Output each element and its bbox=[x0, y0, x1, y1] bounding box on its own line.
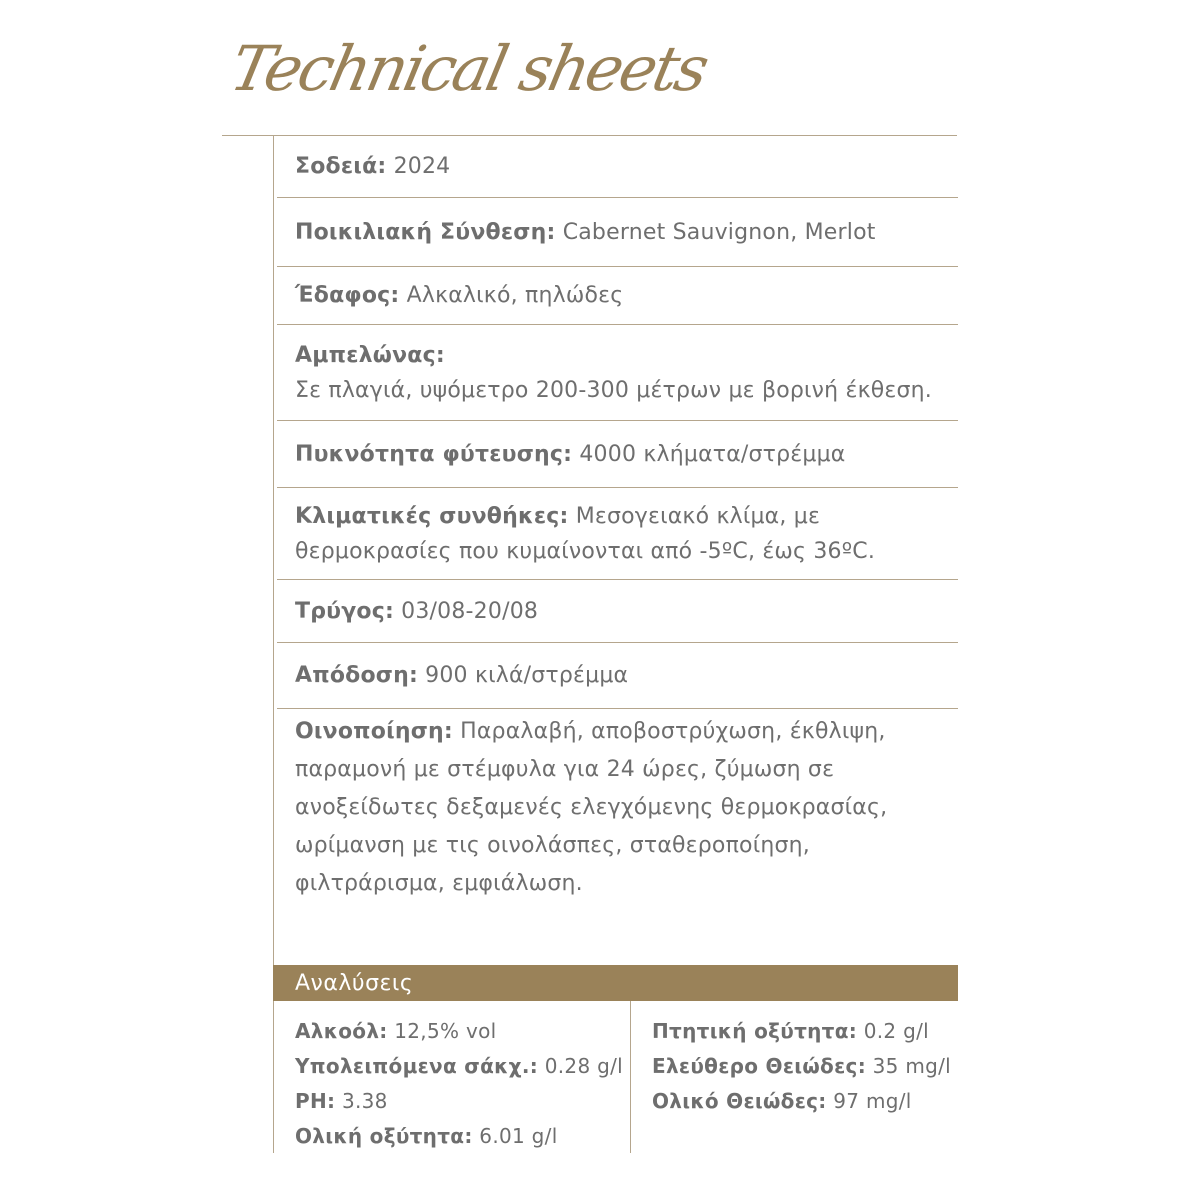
analysis-label: Πτητική οξύτητα: bbox=[652, 1019, 858, 1043]
spec-row-density bbox=[277, 421, 958, 488]
analysis-label: Ολικό Θειώδες: bbox=[652, 1089, 827, 1113]
spec-row-vinification bbox=[277, 709, 958, 896]
spec-row-climate bbox=[277, 488, 958, 580]
analysis-label: Ελεύθερο Θειώδες: bbox=[652, 1054, 866, 1078]
spec-value: 03/08-20/08 bbox=[393, 598, 539, 624]
spec-value: Μεσογειακό κλίμα, με θερμοκρασίες που κυμαίνονται από -5ºC, έως 36ºC. bbox=[295, 503, 876, 564]
spec-label: Έδαφος: bbox=[295, 283, 400, 308]
spec-value: Αλκαλικό, πηλώδες bbox=[399, 283, 624, 308]
analysis-value: 0.28 g/l bbox=[538, 1054, 624, 1078]
spec-label: Πυκνότητα φύτευσης: bbox=[295, 441, 573, 467]
spec-value: Παραλαβή, αποβοστρύχωση, έκθλιψη, παραμονή με στέμφυλα για 24 ώρες, ζύμωση σε ανοξείδωτες δεξαμενές ελεγχόμενης θερμοκρασίας, ωρίμανση με τις οινολάσπες, σταθεροποίηση, φιλτράρισμα, εμφιάλωση. bbox=[295, 719, 888, 896]
spec-label: Αμπελώνας: bbox=[295, 342, 445, 368]
analysis-label: Αλκοόλ: bbox=[295, 1019, 388, 1043]
spec-value: Cabernet Sauvignon, Merlot bbox=[555, 219, 876, 245]
analysis-item-total-sulfur bbox=[652, 1084, 951, 1119]
analysis-value: 97 mg/l bbox=[826, 1089, 912, 1113]
spec-label: Τρύγος: bbox=[295, 598, 394, 624]
page-title: Technical sheets bbox=[224, 32, 713, 105]
analysis-label: Ολική οξύτητα: bbox=[295, 1124, 473, 1148]
analysis-item-ph bbox=[295, 1084, 623, 1119]
analysis-value: 35 mg/l bbox=[866, 1054, 952, 1078]
spec-list bbox=[277, 136, 958, 896]
spec-row-vintage bbox=[277, 136, 958, 198]
analysis-left-column bbox=[295, 1014, 623, 1154]
spec-value: 2024 bbox=[386, 154, 451, 179]
analysis-header: Αναλύσεις bbox=[273, 965, 958, 1001]
analysis-item-volatile-acidity bbox=[652, 1014, 951, 1049]
spec-value: Σε πλαγιά, υψόμετρο 200-300 μέτρων με βορινή έκθεση. bbox=[295, 377, 932, 403]
spec-row-yield bbox=[277, 643, 958, 709]
analysis-value: 12,5% vol bbox=[387, 1019, 497, 1043]
analysis-label: PH: bbox=[295, 1089, 336, 1113]
analysis-item-alcohol bbox=[295, 1014, 623, 1049]
analysis-value: 0.2 g/l bbox=[857, 1019, 929, 1043]
analysis-right-column bbox=[652, 1014, 951, 1119]
spec-label: Ποικιλιακή Σύνθεση: bbox=[295, 219, 556, 245]
spec-value: 4000 κλήματα/στρέμμα bbox=[572, 441, 846, 467]
analysis-column-divider bbox=[630, 1001, 631, 1153]
spec-row-harvest bbox=[277, 580, 958, 643]
spec-row-varietal bbox=[277, 198, 958, 267]
spec-value: 900 κιλά/στρέμμα bbox=[417, 663, 629, 688]
spec-label: Σοδειά: bbox=[295, 154, 387, 179]
analysis-value: 6.01 g/l bbox=[472, 1124, 558, 1148]
analysis-item-total-acidity bbox=[295, 1119, 623, 1154]
spec-row-vineyard bbox=[277, 325, 958, 421]
spec-row-soil bbox=[277, 267, 958, 325]
analysis-item-free-sulfur bbox=[652, 1049, 951, 1084]
spec-label: Κλιματικές συνθήκες: bbox=[295, 503, 569, 529]
analysis-item-residual-sugar bbox=[295, 1049, 623, 1084]
spec-label: Οινοποίηση: bbox=[295, 719, 453, 744]
spec-label: Απόδοση: bbox=[295, 663, 418, 688]
analysis-value: 3.38 bbox=[335, 1089, 388, 1113]
analysis-label: Υπολειπόμενα σάκχ.: bbox=[295, 1054, 539, 1078]
